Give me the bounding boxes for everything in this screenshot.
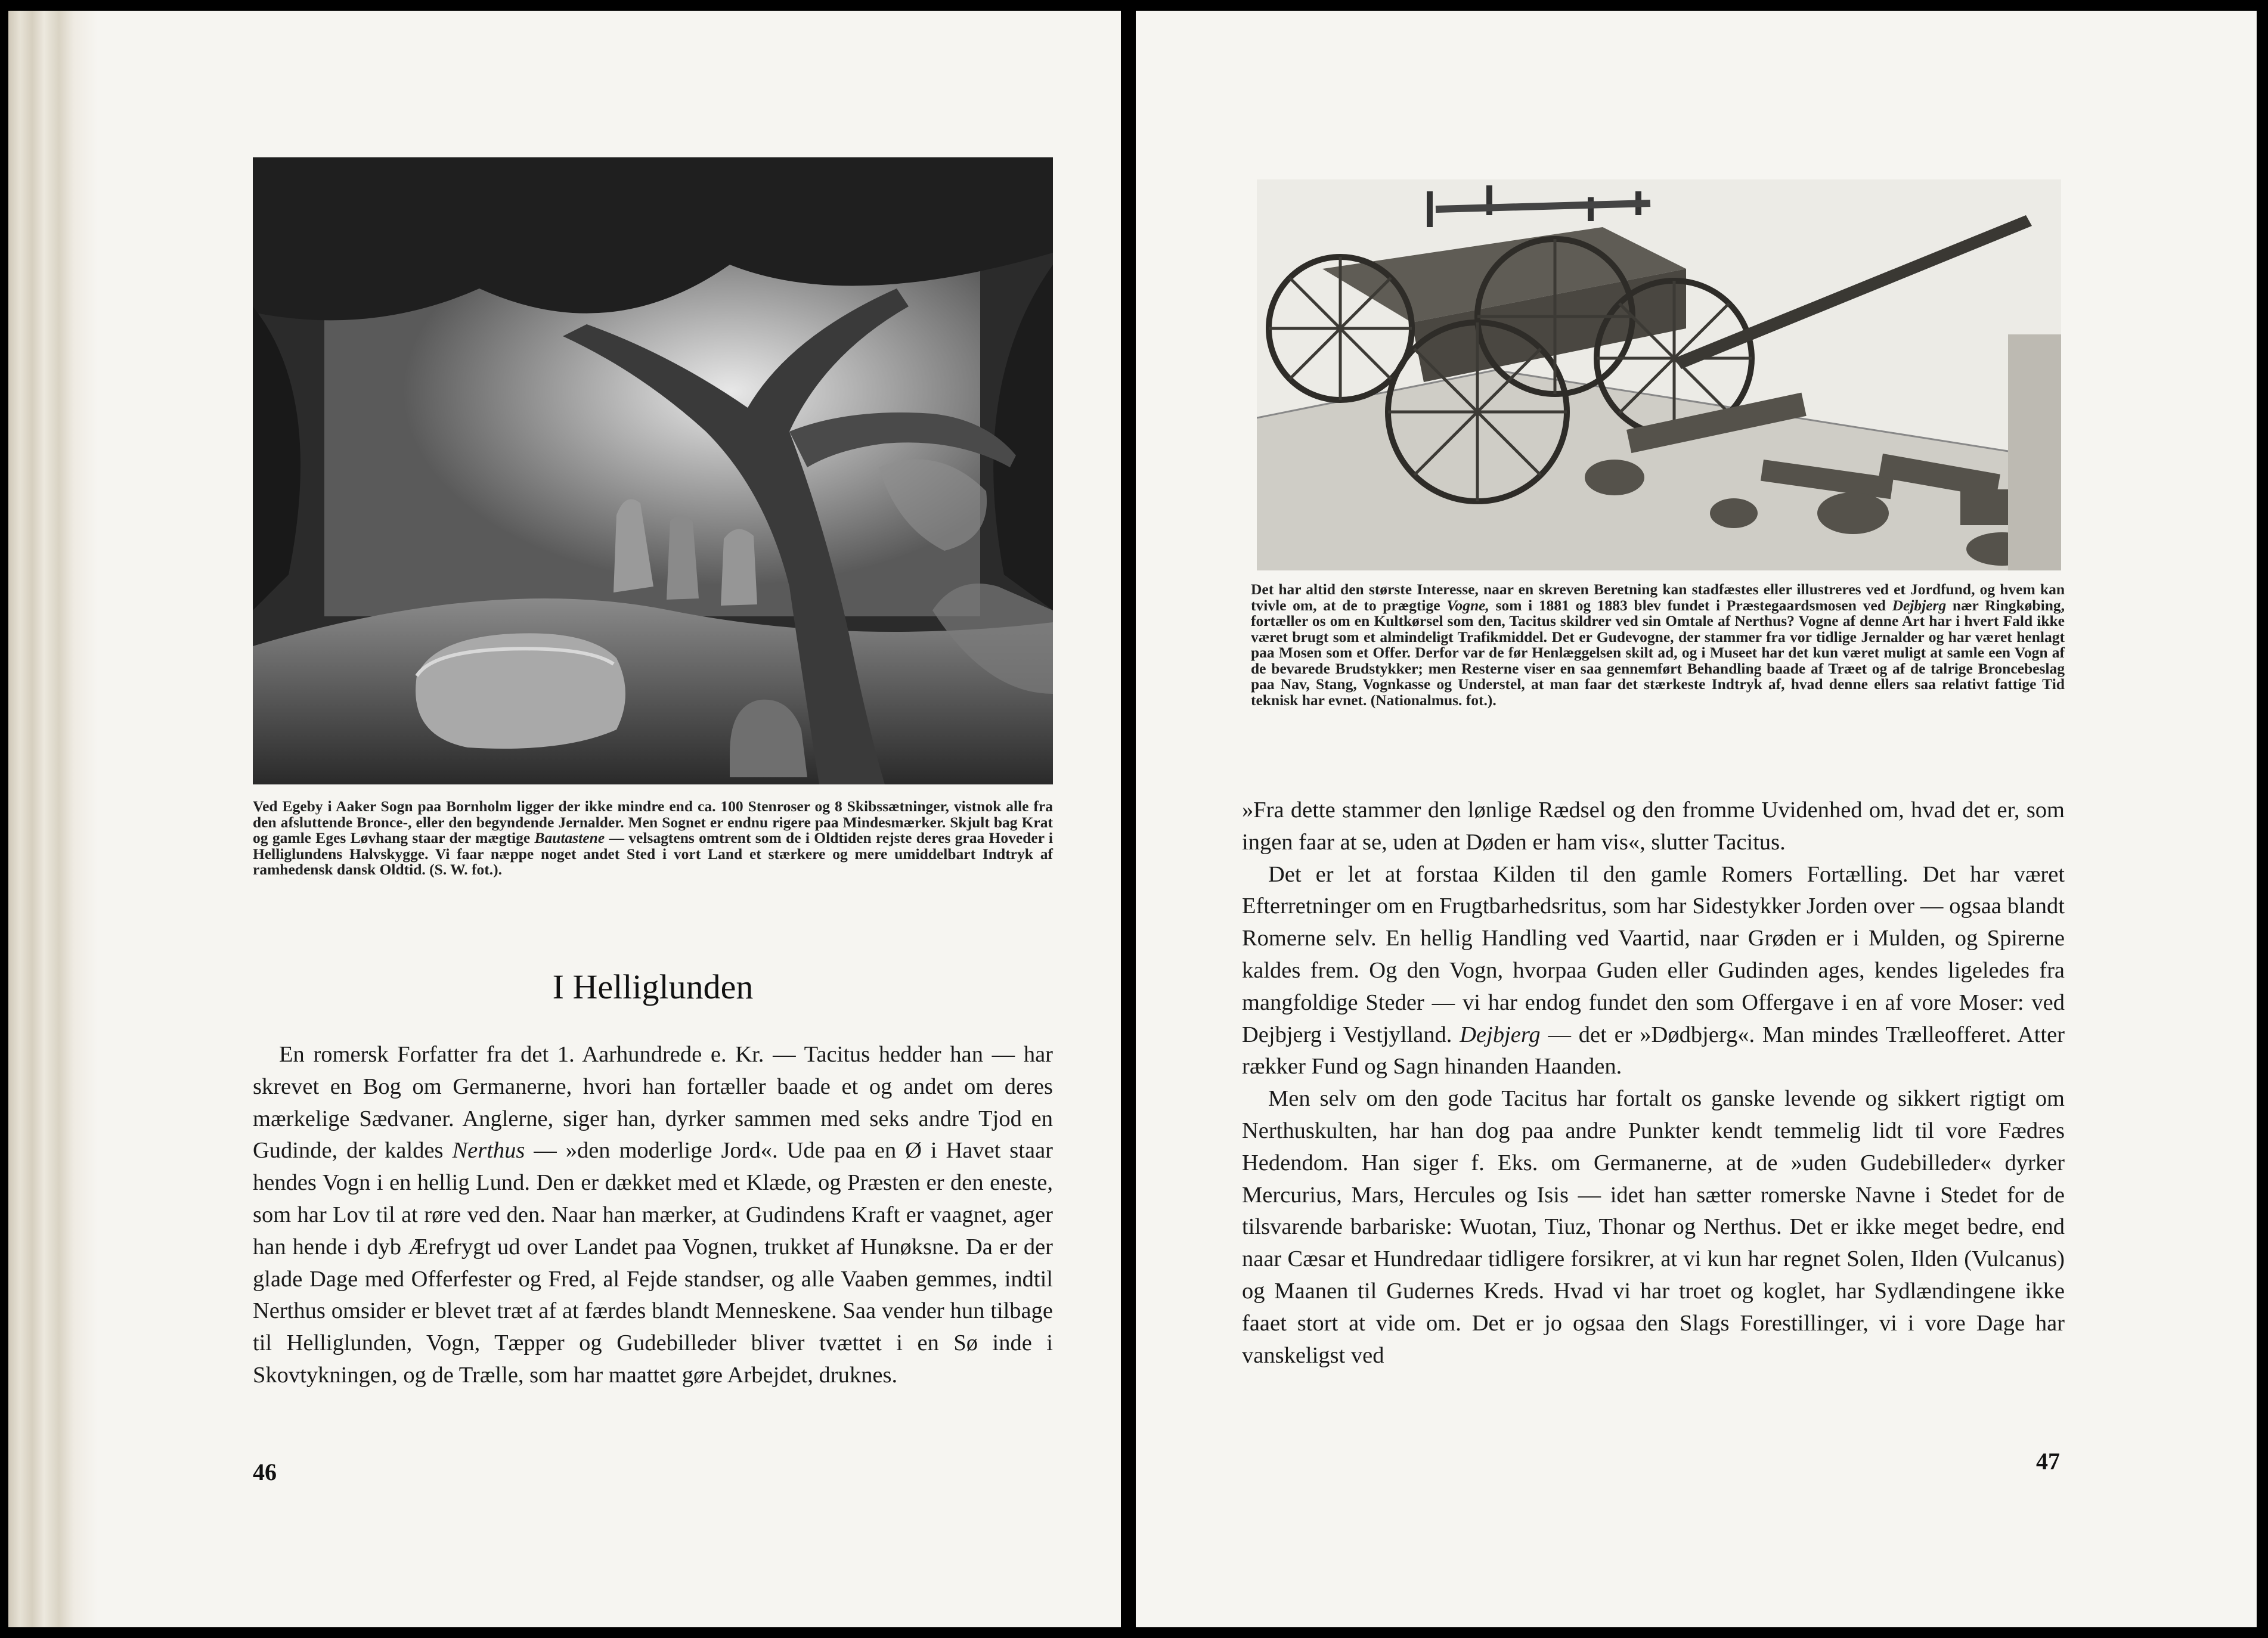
- left-page: [8, 11, 1121, 1627]
- body-emphasis: Nerthus: [452, 1138, 525, 1164]
- page-number: 46: [253, 1459, 277, 1485]
- grove-photo: [253, 157, 1053, 784]
- body-paragraph: Men selv om den gode Tacitus har fortalt os ganske levende og sikkert rigtigt om Nerthuskulten, har han dog paa andre Punkter kendt temmelig lidt til vore Fædres Hedendom. Han siger f. Eks. om Germanerne, at de »uden Gudebilleder« dyrker Mercurius, Mars, Hercules og Isis — idet han sætter romerske Navne i Stedet for de tilsvarende barbariske: Wuotan, Tiuz, Thonar og Nerthus. Det er ikke meget bedre, end naar Cæsar et Hundredaar tidligere forsikrer, at vi kun har regnet Solen, Ilden (Vulcanus) og Maanen til Gudernes Kreds. Hvad vi har troet og koglet, har Sydlændingene ikke faaet stort at vide om. Det er jo ogsaa den Slags Forestillinger, vi i vore Dage har vanskeligst ved: [1242, 1086, 2065, 1368]
- dejbjerg-wagon-photo-icon: [1257, 179, 2061, 570]
- body-emphasis: Dejbjerg: [1460, 1022, 1541, 1047]
- body-paragraph: Det er let at forstaa Kilden til den gamle Romers Fortælling. Det har været Efterretninger om en Frugtbarhedsritus, som har Sidestykker Jorden over — ogsaa blandt Romerne selv. En hellig Handling ved Vaartid, naar Grøden er i Mulden, og Spirerne kaldes frem. Og den Vogn, hvorpaa Guden eller Gudinden ages, kendes ligeledes fra mangfoldige Steder — vi har endog fundet den som Offergave i en af vore Moser: ved Dejbjerg i Vestjylland.: [1242, 861, 2065, 1047]
- page-number: 47: [2036, 1448, 2060, 1475]
- body-text: [1242, 795, 2065, 1372]
- caption-text: som i 1881 og 1883 blev fundet i Præstegaardsmosen ved: [1489, 596, 1892, 614]
- caption-text: nær Ringkøbing, fortæller os om en Kultkørsel som den, Tacitus skildrer ved sin Omtale af Nerthus? Vogne af denne Art har i hvert Fald ikke været brugt som et almindeligt Trafikmiddel. Det er Gudevogne, der stammer fra vor tidlige Jernalder og har været henlagt paa Mosen som et Offer. Derfor var de før Henlæggelsen skilt ad, og i Museet har det kun været muligt at samle een Vogn af de bevarede Brudstykker; men Resterne viser en saa gennemført Behandling baade af Træet og af de talrige Broncebeslag paa Nav, Stang, Vognkasse og Understel, at man faar det stærkeste Indtryk af, hvad denne ellers saa relativt fattige Tid teknisk har evnet. (Nationalmus. fot.).: [1251, 596, 2065, 709]
- photo-caption: [253, 799, 1053, 878]
- body-text: [253, 1039, 1053, 1392]
- body-paragraph: — det er »Dødbjerg«. Man mindes Trælleofferet. Atter rækker Fund og Sagn hinanden Haanden.: [1242, 1022, 2065, 1079]
- body-paragraph: — »den moderlige Jord«. Ude paa en Ø i Havet staar hendes Vogn i en hellig Lund. Den er dækket med et Klæde, og Præsten er den eneste, som har Lov til at røre ved den. Naar han mærker, at Gudindens Kraft er vaagnet, ager han hende i dyb Ærefrygt ud over Landet paa Vognen, trukket af Hunøksne. Da er der glade Dage med Offerfester og Fred, al Fejde standser, og alle Vaaben gemmes, indtil Nerthus omsider er blevet træt af at færdes blandt Menneskene. Saa vender hun tilbage til Helliglunden, Vogn, Tæpper og Gudebilleder bliver tvættet i en Sø inde i Skovtykningen, og de Trælle, som har maattet gøre Arbejdet, druknes.: [253, 1138, 1053, 1388]
- caption-emphasis: Vogne,: [1446, 596, 1489, 614]
- caption-text: — velsagtens omtrent som de i Oldtiden rejste deres graa Hoveder i Helliglundens Halvskygge. Vi faar næppe noget andet Sted i vort Land et stærkere og mere umiddelbart Indtryk af ramhedensk dansk Oldtid. (S. W. fot.).: [253, 829, 1053, 878]
- stone-grove-photo-icon: [253, 157, 1053, 784]
- caption-emphasis: Bautastene: [534, 829, 605, 846]
- chapter-title: I Helliglunden: [552, 967, 754, 1006]
- body-paragraph: En romersk Forfatter fra det 1. Aarhundrede e. Kr. — Tacitus hedder han — har skrevet en Bog om Germanerne, hvori han fortæller baade et og andet om deres mærkelige Sædvaner. Anglerne, siger han, dyrker sammen med seks andre Tjod en Gudinde, der kaldes: [253, 1042, 1053, 1164]
- body-paragraph: »Fra dette stammer den lønlige Rædsel og den fromme Uvidenhed om, hvad det er, som ingen faar at se, uden at Døden er ham vis«, slutter Tacitus.: [1242, 798, 2065, 855]
- page-edges: [8, 11, 98, 1627]
- caption-emphasis: Dejbjerg: [1892, 596, 1947, 614]
- right-page: [1136, 11, 2257, 1627]
- caption-text: Det har altid den største Interesse, naar en skreven Beretning kan stadfæstes eller illustreres ved et Jordfund, og hvem kan tvivle om, at de to prægtige: [1251, 581, 2065, 614]
- photo-caption: [1251, 582, 2065, 708]
- wagon-photo: [1257, 179, 2061, 570]
- caption-text: Ved Egeby i Aaker Sogn paa Bornholm ligger der ikke mindre end ca. 100 Stenroser og 8 Skibssætninger, vistnok alle fra den afsluttende Bronce-, eller den begyndende Jernalder. Men Sognet er endnu rigere paa Mindesmærker. Skjult bag Krat og gamle Eges Løvhang staar der mægtige: [253, 798, 1053, 846]
